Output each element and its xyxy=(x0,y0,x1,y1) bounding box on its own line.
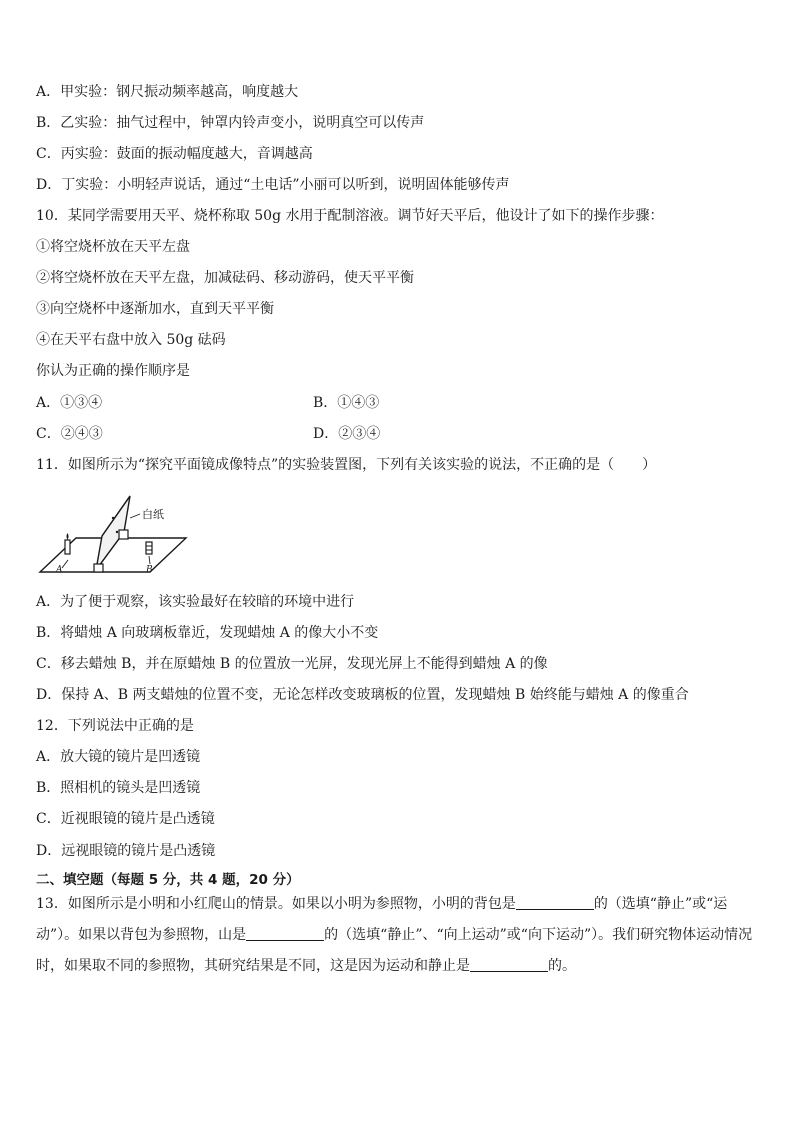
q10-step-1: ①将空烧杯放在天平左盘 xyxy=(36,239,190,255)
q10-stem: 10．某同学需要用天平、烧杯称取 50g 水用于配制溶液。调节好天平后，他设计了如下的操作步骤： xyxy=(36,208,664,224)
q13-part-1: 13．如图所示是小明和小红爬山的情景。如果以小明为参照物，小明的背包是 xyxy=(36,896,516,912)
q13-blank-1 xyxy=(516,895,594,910)
q12-stem: 12．下列说法中正确的是 xyxy=(36,718,194,734)
candle-a-flame xyxy=(67,533,69,540)
q13-text xyxy=(36,889,760,982)
q10-option-d: D．②③④ xyxy=(313,426,381,442)
q13-part-3: 的（选填“静止”、“向上运动”或“向下运动”）。我们研究物体运动情况时，如果取不同的参照物，其研究结果是不同，这是因为运动和静止是 xyxy=(36,927,753,974)
paper-label: 白纸 xyxy=(142,508,164,521)
plane-mirror-apparatus-figure xyxy=(38,492,188,576)
q9-option-b: B．乙实验：抽气过程中，钟罩内铃声变小，说明真空可以传声 xyxy=(36,115,425,131)
q11-option-d: D．保持 A、B 两支蜡烛的位置不变，无论怎样改变玻璃板的位置，发现蜡烛 B 始终能与蜡烛 A 的像重合 xyxy=(36,687,689,703)
q12-option-a: A．放大镜的镜片是凹透镜 xyxy=(36,749,201,765)
q12-option-d: D．远视眼镜的镜片是凸透镜 xyxy=(36,843,216,859)
q11-stem: 11．如图所示为“探究平面镜成像特点”的实验装置图，下列有关该实验的说法，不正确的是（ ） xyxy=(36,457,657,473)
candle-b-label: B xyxy=(146,565,153,575)
section-heading-fill-in: 二、填空题（每题 5 分，共 4 题，20 分） xyxy=(36,872,300,888)
q11-option-c: C．移去蜡烛 B，并在原蜡烛 B 的位置放一光屏，发现光屏上不能得到蜡烛 A 的像 xyxy=(36,656,548,672)
q12-option-b: B．照相机的镜头是凹透镜 xyxy=(36,780,201,796)
q10-step-2: ②将空烧杯放在天平左盘，加减砝码、移动游码，使天平平衡 xyxy=(36,270,414,286)
q9-option-c: C．丙实验：鼓面的振动幅度越大，音调越高 xyxy=(36,146,313,162)
q13-blank-3 xyxy=(470,957,548,972)
q9-option-a: A．甲实验：钢尺振动频率越高，响度越大 xyxy=(36,84,299,100)
candle-a xyxy=(65,540,70,554)
q10-step-3: ③向空烧杯中逐渐加水，直到天平平衡 xyxy=(36,301,274,317)
q12-option-c: C．近视眼镜的镜片是凸透镜 xyxy=(36,811,215,827)
q10-option-a: A．①③④ xyxy=(36,395,103,411)
candle-b xyxy=(146,542,152,554)
q10-prompt: 你认为正确的操作顺序是 xyxy=(36,363,190,379)
top-clamp xyxy=(119,530,128,539)
q10-step-4: ④在天平右盘中放入 50g 砝码 xyxy=(36,332,226,348)
q13-part-2: 的（选填“静止”或“运动”）。如果以背包为参照物，山是 xyxy=(36,896,728,943)
q10-option-c: C．②④③ xyxy=(36,426,103,442)
q13-part-4: 的。 xyxy=(548,958,576,974)
q11-option-b: B．将蜡烛 A 向玻璃板靠近，发现蜡烛 A 的像大小不变 xyxy=(36,625,379,641)
candle-a-label: A xyxy=(56,565,63,575)
q9-option-d: D．丁实验：小明轻声说话，通过“土电话”小丽可以听到，说明固体能够传声 xyxy=(36,177,510,193)
q13-blank-2 xyxy=(246,926,324,941)
base-clamp xyxy=(94,564,103,572)
q11-option-a: A．为了便于观察，该实验最好在较暗的环境中进行 xyxy=(36,594,355,610)
q10-option-b: B．①④③ xyxy=(313,395,380,411)
